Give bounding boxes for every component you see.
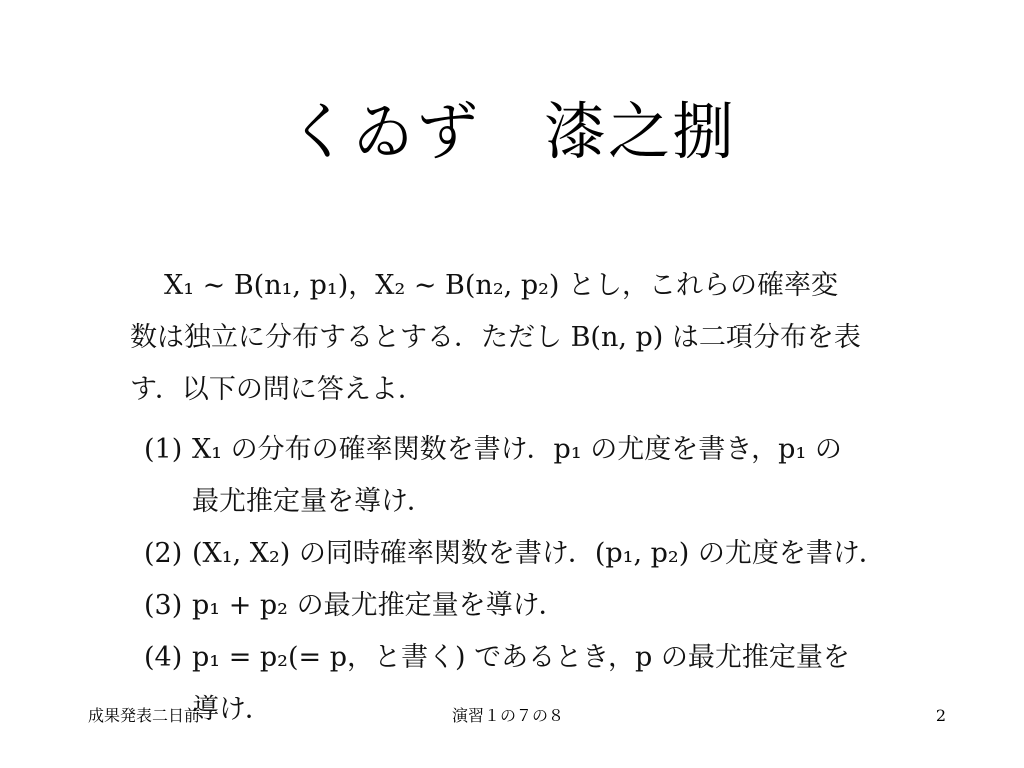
intro-line: X₁ ∼ B(n₁, p₁)，X₂ ∼ B(n₂, p₂) とし，これらの確率変: [164, 270, 839, 301]
question-continuation: 最尤推定量を導け．: [192, 486, 434, 517]
footer-left-text: 成果発表二日前: [88, 706, 201, 725]
intro-line: す．以下の問に答えよ．: [130, 374, 425, 405]
question-number: (4): [144, 642, 183, 673]
question-2: [130, 530, 900, 582]
question-number: (1): [144, 434, 183, 465]
question-text: (X₁, X₂) の同時確率関数を書け．(p₁, p₂) の尤度を書け．: [192, 538, 886, 569]
question-text: X₁ の分布の確率関数を書け．p₁ の尤度を書き，p₁ の: [192, 434, 842, 465]
question-text: p₁ = p₂(= p，と書く) であるとき，p の最尤推定量を: [192, 642, 850, 673]
question-3: [130, 582, 900, 634]
question-text: p₁ + p₂ の最尤推定量を導け．: [192, 590, 566, 621]
question-4: [130, 634, 900, 686]
problem-statement: [130, 262, 900, 738]
question-number: (2): [144, 538, 183, 569]
question-1: [130, 426, 900, 478]
footer-center-text: 演習１の７の８: [452, 706, 565, 725]
slide-title: くゐず 漆之捌: [287, 95, 736, 168]
question-list: [130, 426, 900, 738]
intro-line: 数は独立に分布するとする．ただし B(n, p) は二項分布を表: [130, 322, 861, 353]
page-number: 2: [935, 706, 946, 725]
question-continuation: 導け．: [192, 694, 272, 725]
question-number: (3): [144, 590, 183, 621]
